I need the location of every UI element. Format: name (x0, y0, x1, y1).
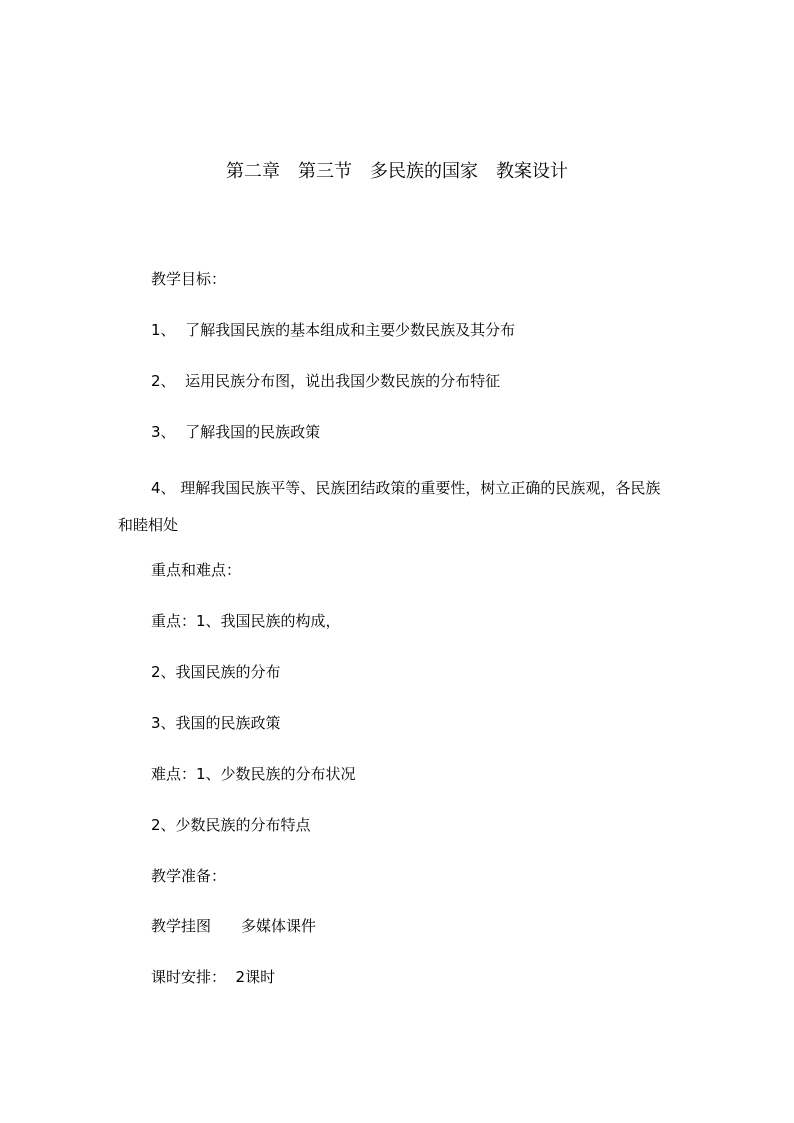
key-point-2: 2、我国民族的分布 (151, 663, 281, 681)
key-point-1: 重点：1、我国民族的构成， (151, 612, 341, 630)
schedule-text: 课时安排： 2课时 (151, 968, 276, 986)
objectives-heading: 教学目标： (151, 270, 227, 288)
preparation-heading: 教学准备： (151, 867, 227, 885)
objective-item-1: 1、 了解我国民族的基本组成和主要少数民族及其分布 (151, 321, 516, 339)
key-point-3: 3、我国的民族政策 (151, 714, 281, 732)
preparation-items: 教学挂图 多媒体课件 (151, 917, 317, 935)
difficulty-2: 2、少数民族的分布特点 (151, 816, 311, 834)
key-points-heading: 重点和难点： (151, 561, 242, 579)
difficulty-1: 难点：1、少数民族的分布状况 (151, 765, 356, 783)
objective-item-3: 3、 了解我国的民族政策 (151, 423, 321, 441)
objective-item-2: 2、 运用民族分布图，说出我国少数民族的分布特征 (151, 372, 501, 390)
document-title: 第二章 第三节 多民族的国家 教案设计 (226, 161, 568, 182)
objective-item-4: 4、 理解我国民族平等、民族团结政策的重要性，树立正确的民族观，各民族和睦相处 (118, 479, 661, 534)
